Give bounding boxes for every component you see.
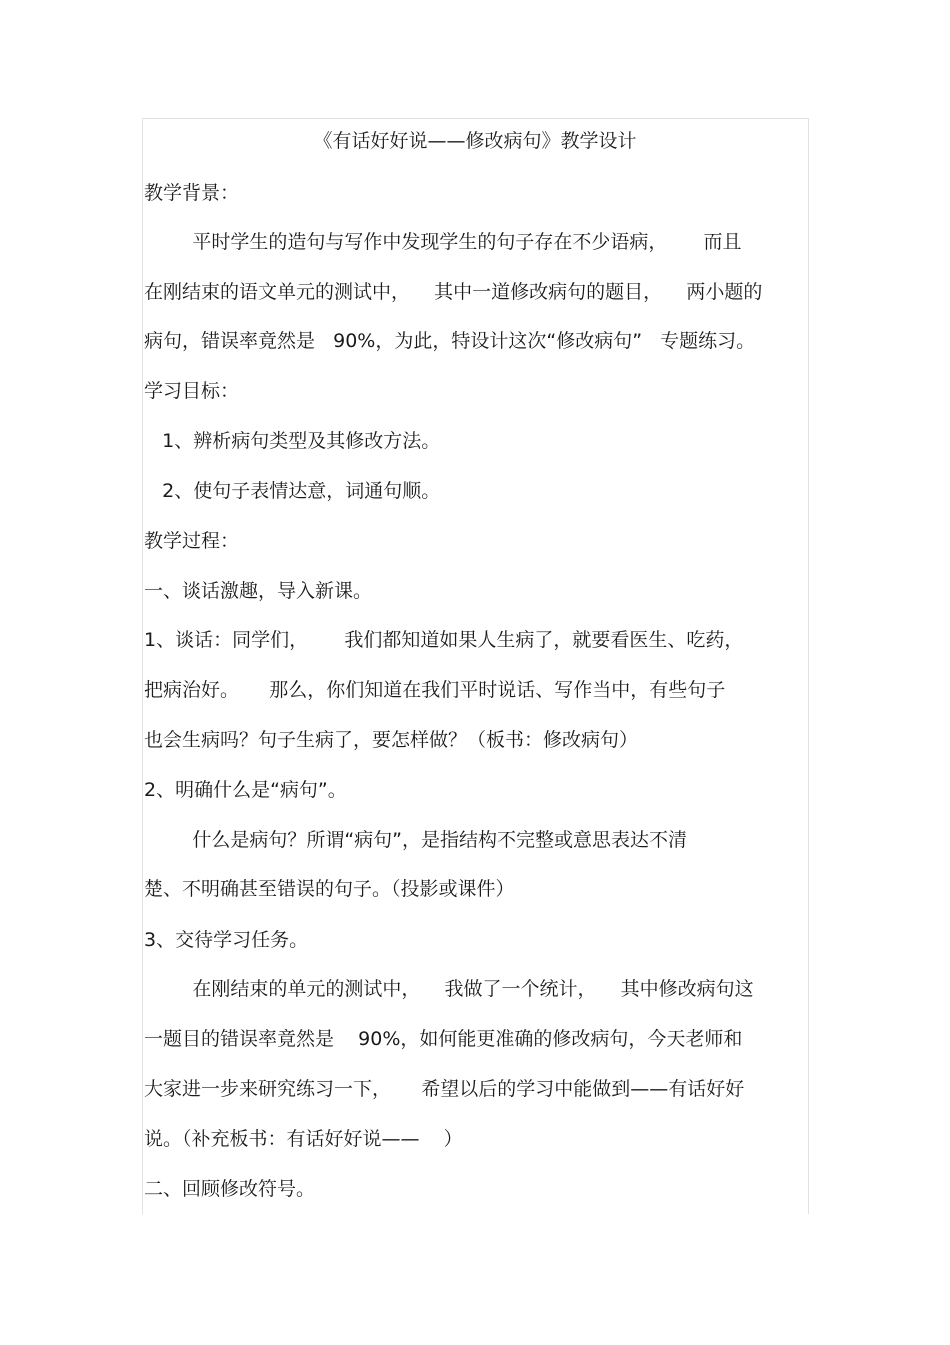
paragraph-line: 1、谈话：同学们， 我们都知道如果人生病了，就要看医生、吃药， [144,629,744,651]
paragraph-line: 一题目的错误率竟然是 90%，如何能更准确的修改病句，今天老师和 [144,1028,743,1050]
paragraph-line: 把病治好。 那么，你们知道在我们平时说话、写作当中，有些句子 [144,679,726,701]
section-heading-background: 教学背景： [144,182,240,204]
objective-item: 2、使句子表情达意，词通句顺。 [144,480,441,502]
paragraph-line: 在刚结束的单元的测试中， 我做了一个统计， 其中修改病句这 [144,978,754,1000]
step-item: 3、交待学习任务。 [144,929,309,951]
document-title: 《有话好好说——修改病句》教学设计 [313,130,637,152]
paragraph-line: 在刚结束的语文单元的测试中， 其中一道修改病句的题目， 两小题的 [144,281,763,303]
paragraph-line: 说。（补充板书：有话好好说—— ） [144,1128,463,1150]
paragraph-line: 楚、不明确甚至错误的句子。（投影或课件） [144,878,515,900]
paragraph-line: 大家进一步来研究练习一下， 希望以后的学习中能做到——有话好好 [144,1078,745,1100]
paragraph-line: 平时学生的造句与写作中发现学生的句子存在不少语病， 而且 [144,231,742,253]
section-heading-objectives: 学习目标： [144,380,240,402]
paragraph-line: 病句，错误率竟然是 90%，为此，特设计这次“修改病句” 专题练习。 [144,330,756,352]
step-item: 2、明确什么是“病句”。 [144,779,347,801]
section-heading-process: 教学过程： [144,530,240,552]
paragraph-line: 也会生病吗？句子生病了，要怎样做？（板书：修改病句） [144,729,639,751]
step-heading: 一、谈话激趣，导入新课。 [144,580,373,602]
objective-item: 1、辨析病句类型及其修改方法。 [144,430,441,452]
step-heading: 二、回顾修改符号。 [144,1178,316,1200]
paragraph-line: 什么是病句？所谓“病句”，是指结构不完整或意思表达不清 [144,829,688,851]
